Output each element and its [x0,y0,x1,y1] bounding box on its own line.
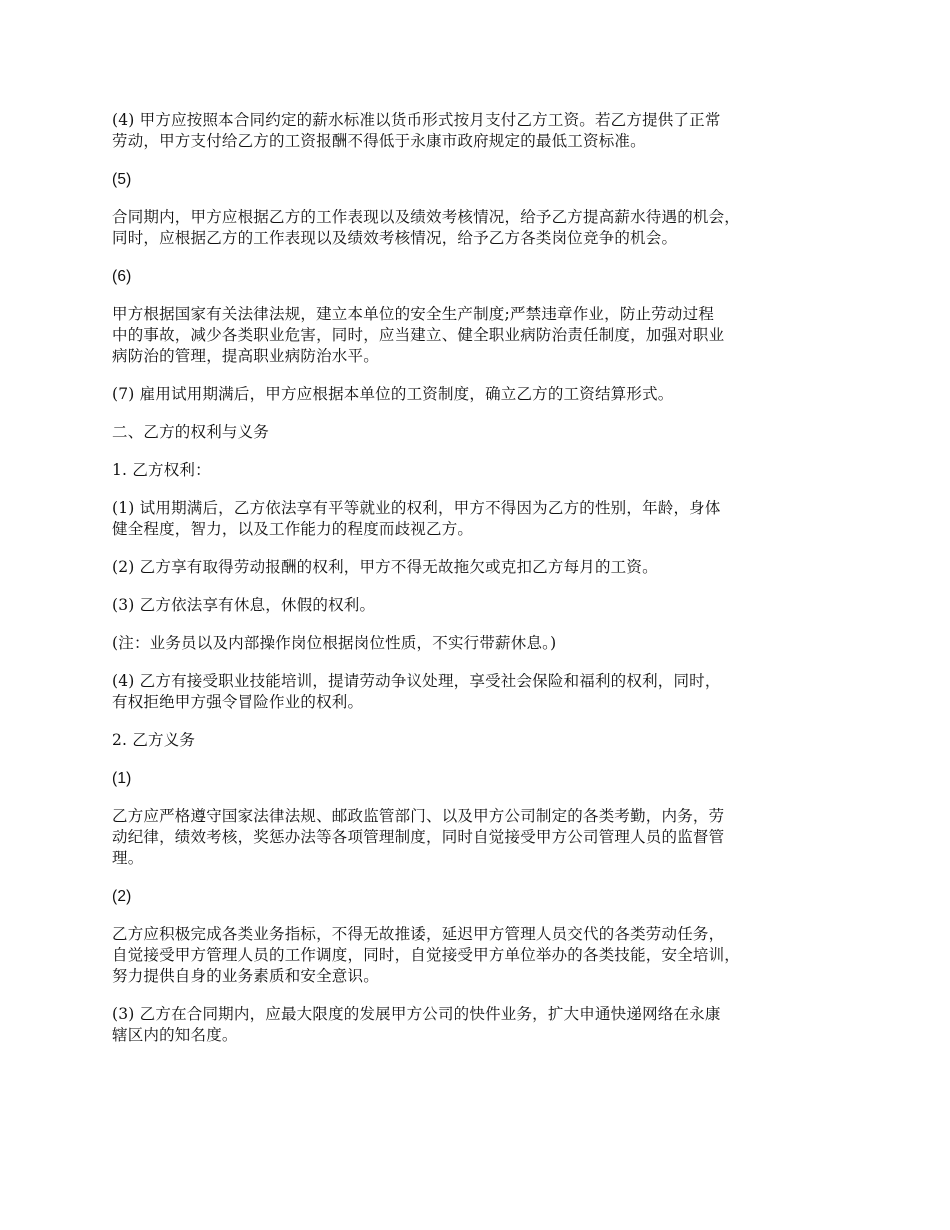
paragraph-19 [112,1004,857,1046]
clause-number: (2) [112,888,132,905]
paragraph-12 [112,633,857,654]
paragraph-15 [112,768,857,789]
paragraph-17 [112,886,857,907]
text-line: (2) 乙方享有取得劳动报酬的权利，甲方不得无故拖欠或克扣乙方每月的工资。 [112,558,658,576]
paragraph-9 [112,498,857,540]
paragraph-4 [112,266,857,287]
subsection-heading [112,460,857,481]
document-page [112,110,857,1063]
paragraph-1 [112,110,857,152]
heading-text: 二、乙方的权利与义务 [112,423,270,441]
subsection-heading [112,730,857,751]
text-line: (3) 乙方依法享有休息，休假的权利。 [112,596,376,614]
text-line: (7) 雇用试用期满后，甲方应根据本单位的工资制度，确立乙方的工资结算形式。 [112,385,674,403]
text-line: 动纪律，绩效考核，奖惩办法等各项管理制度，同时自觉接受甲方公司管理人员的监督管 [112,828,725,846]
text-line: 劳动，甲方支付给乙方的工资报酬不得低于永康市政府规定的最低工资标准。 [112,132,646,150]
clause-number: (5) [112,171,132,188]
paragraph-3 [112,207,857,249]
text-line: 乙方应严格遵守国家法律法规、邮政监管部门、以及甲方公司制定的各类考勤，内务，劳 [112,807,725,825]
paragraph-2 [112,169,857,190]
clause-number: (1) [112,770,132,787]
text-line: 辖区内的知名度。 [112,1026,238,1044]
section-heading [112,422,857,443]
heading-text: 2. 乙方义务 [112,731,196,749]
paragraph-18 [112,924,857,987]
paragraph-16 [112,806,857,869]
heading-text: 1. 乙方权利： [112,461,211,479]
text-line: 甲方根据国家有关法律法规，建立本单位的安全生产制度;严禁违章作业，防止劳动过程 [112,305,715,323]
text-line: 病防治的管理，提高职业病防治水平。 [112,347,379,365]
text-line: 健全程度，智力，以及工作能力的程度而歧视乙方。 [112,520,474,538]
text-line: (3) 乙方在合同期内，应最大限度的发展甲方公司的快件业务，扩大申通快递网络在永康 [112,1005,721,1023]
text-line: 有权拒绝甲方强令冒险作业的权利。 [112,693,364,711]
text-line: 中的事故，减少各类职业危害，同时，应当建立、健全职业病防治责任制度，加强对职业 [112,326,725,344]
text-line: (4) 甲方应按照本合同约定的薪水标准以货币形式按月支付乙方工资。若乙方提供了正常 [112,111,721,129]
text-line: (4) 乙方有接受职业技能培训，提请劳动争议处理，享受社会保险和福利的权利，同时， [112,672,721,690]
text-line: 同时，应根据乙方的工作表现以及绩效考核情况，给予乙方各类岗位竞争的机会。 [112,229,678,247]
paragraph-5 [112,304,857,367]
text-line: 乙方应积极完成各类业务指标，不得无故推诿，延迟甲方管理人员交代的各类劳动任务， [112,925,725,943]
text-line: 理。 [112,849,144,867]
paragraph-10 [112,557,857,578]
text-line: 合同期内，甲方应根据乙方的工作表现以及绩效考核情况，给予乙方提高薪水待遇的机会， [112,208,741,226]
paragraph-6 [112,384,857,405]
clause-number: (6) [112,268,132,285]
text-line: (1) 试用期满后，乙方依法享有平等就业的权利，甲方不得因为乙方的性别，年龄，身体 [112,499,721,517]
paragraph-13 [112,671,857,713]
text-line: (注：业务员以及内部操作岗位根据岗位性质，不实行带薪休息。) [112,634,557,652]
text-line: 努力提供自身的业务素质和安全意识。 [112,967,379,985]
text-line: 自觉接受甲方管理人员的工作调度，同时，自觉接受甲方单位举办的各类技能，安全培训， [112,946,741,964]
paragraph-11 [112,595,857,616]
